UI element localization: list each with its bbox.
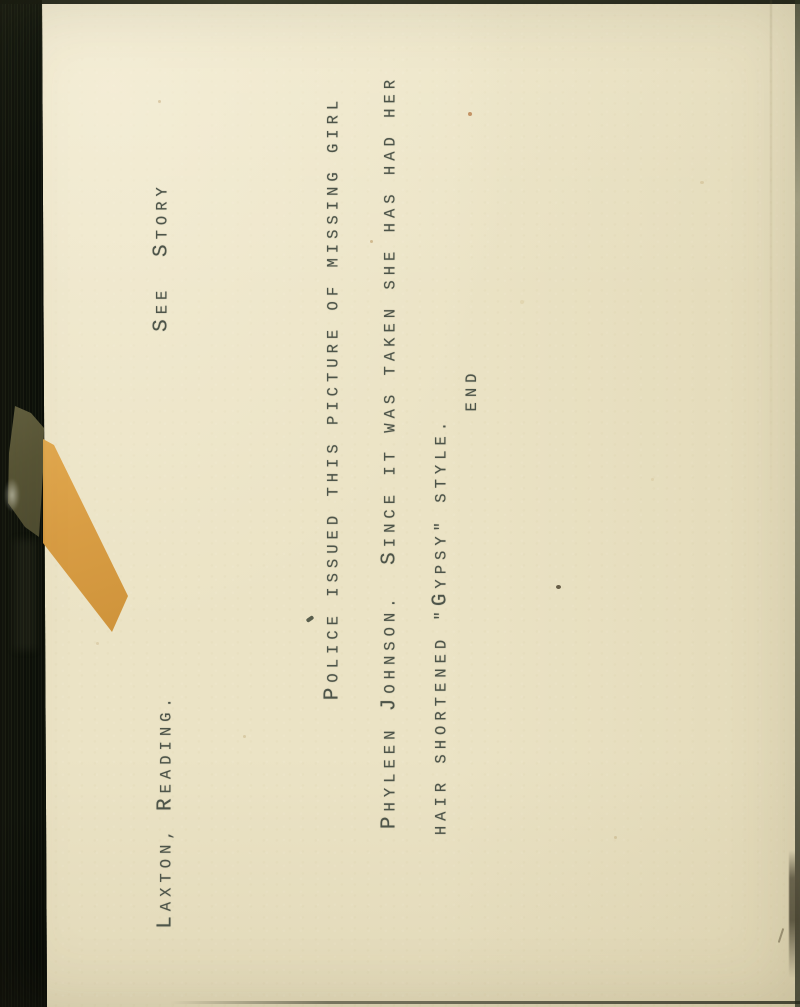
binding-sheen bbox=[14, 540, 36, 650]
paper-speck bbox=[96, 642, 99, 645]
see-story-note: SEE STORY bbox=[150, 182, 174, 332]
paper-speck bbox=[651, 478, 654, 481]
tape-glint bbox=[4, 478, 20, 512]
adhesive-tape bbox=[40, 435, 135, 635]
paper-speck bbox=[370, 240, 373, 243]
end-mark: END bbox=[462, 368, 481, 412]
paper-speck bbox=[556, 585, 561, 589]
caption-line-1: POLICE ISSUED THIS PICTURE OF MISSING GIRL bbox=[321, 95, 345, 701]
paper-crease bbox=[770, 0, 772, 520]
paper-speck bbox=[520, 300, 524, 304]
caption-line-2: PHYLEEN JOHNSON. SINCE IT WAS TAKEN SHE HAS HAD HER bbox=[378, 74, 402, 830]
card-bottom-edge bbox=[170, 1001, 800, 1004]
dateline-note: LAXTON, READING. bbox=[154, 693, 178, 929]
paper-speck bbox=[468, 112, 472, 116]
paper-speck bbox=[614, 836, 617, 839]
edge-smudge bbox=[789, 850, 800, 978]
ink-smudge bbox=[306, 615, 315, 623]
paper-speck bbox=[700, 181, 704, 184]
paper-speck bbox=[243, 735, 246, 738]
caption-line-3: HAIR SHORTENED "GYPSY" STYLE. bbox=[429, 416, 453, 836]
paper-speck bbox=[158, 100, 161, 103]
card-top-edge bbox=[0, 0, 800, 4]
scratch-mark bbox=[778, 928, 785, 943]
